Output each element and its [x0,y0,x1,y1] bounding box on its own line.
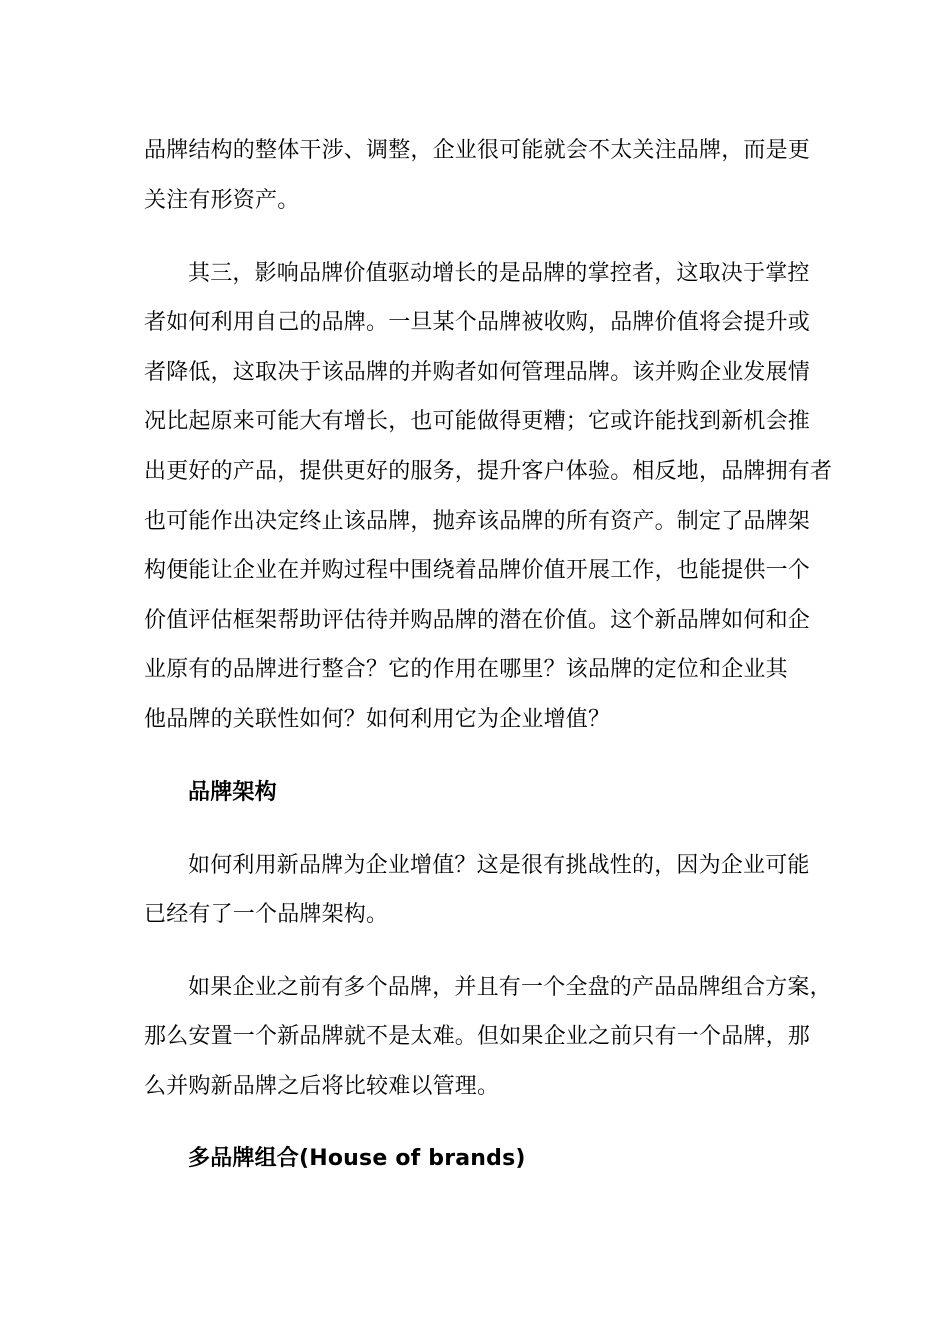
paragraph-3-line-2: 已经有了一个品牌架构。 [144,902,389,927]
paragraph-3-line-1: 如何利用新品牌为企业增值？这是很有挑战性的，因为企业可能 [188,853,810,878]
paragraph-2-line-6: 也可能作出决定终止该品牌，抛弃该品牌的所有资产。制定了品牌架 [144,509,811,534]
paragraph-4-line-3: 么并购新品牌之后将比较难以管理。 [144,1074,500,1099]
paragraph-2-line-10: 他品牌的关联性如何？如何利用它为企业增值？ [144,707,611,732]
paragraph-2-line-8: 价值评估框架帮助评估待并购品牌的潜在价值。这个新品牌如何和企 [144,608,811,633]
paragraph-2-line-4: 况比起原来可能大有增长，也可能做得更糟；它或许能找到新机会推 [144,409,811,434]
paragraph-2-line-2: 者如何利用自己的品牌。一旦某个品牌被收购，品牌价值将会提升或 [144,310,811,335]
paragraph-4-line-1: 如果企业之前有多个品牌，并且有一个全盘的产品品牌组合方案， [188,975,832,1000]
paragraph-2-line-3: 者降低，这取决于该品牌的并购者如何管理品牌。该并购企业发展情 [144,360,811,385]
section-heading-brand-architecture: 品牌架构 [188,780,277,805]
paragraph-1-line-2: 关注有形资产。 [144,188,300,213]
paragraph-2-line-9: 业原有的品牌进行整合？它的作用在哪里？该品牌的定位和企业其 [144,657,788,682]
paragraph-1-line-1: 品牌结构的整体干涉、调整，企业很可能就会不太关注品牌，而是更 [144,138,811,163]
paragraph-2-line-5: 出更好的产品，提供更好的服务，提升客户体验。相反地，品牌拥有者 [144,459,833,484]
section-heading-house-of-brands: 多品牌组合(House of brands) [188,1146,526,1171]
paragraph-2-line-7: 构便能让企业在并购过程中围绕着品牌价值开展工作，也能提供一个 [144,558,811,583]
paragraph-2-line-1: 其三，影响品牌价值驱动增长的是品牌的掌控者，这取决于掌控 [188,261,810,286]
paragraph-4-line-2: 那么安置一个新品牌就不是太难。但如果企业之前只有一个品牌，那 [144,1024,811,1049]
